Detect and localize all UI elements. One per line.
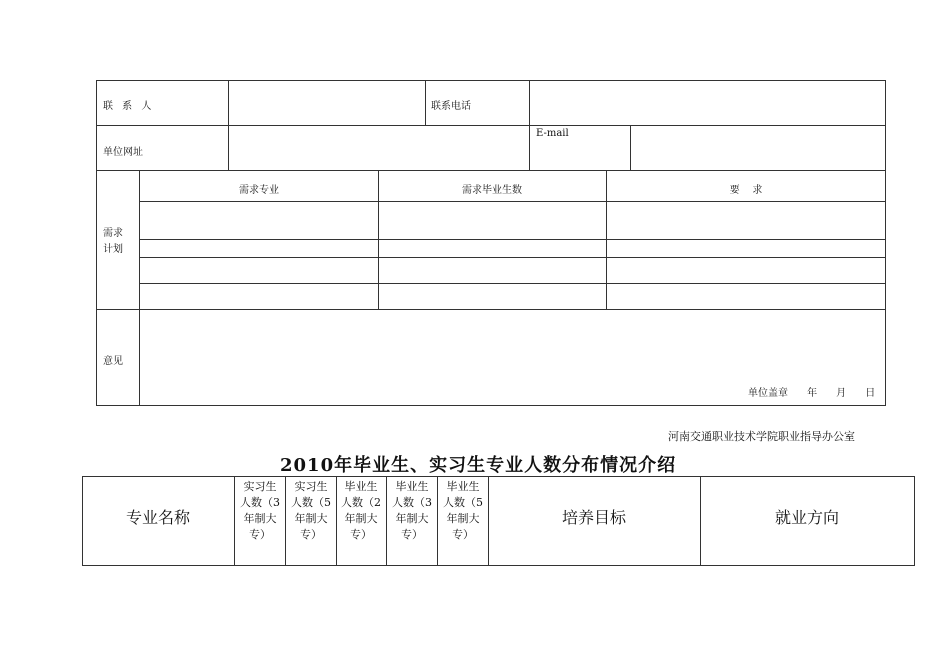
- header-grad-2yr: 毕业生人数（2年制大专）: [341, 480, 381, 541]
- demand-count-header: 需求毕业生数: [462, 185, 522, 196]
- email-field[interactable]: [631, 126, 885, 170]
- header-intern-5yr: 实习生人数（5年制大专）: [291, 480, 331, 541]
- header-intern-3yr: 实习生人数（3年制大专）: [240, 480, 280, 541]
- seal-date-text: 单位盖章 年 月 日: [748, 388, 876, 399]
- contact-field[interactable]: [229, 81, 425, 125]
- email-label: E-mail: [536, 128, 569, 139]
- page-title: 2010年毕业生、实习生专业人数分布情况介绍: [280, 455, 677, 476]
- header-grad-3yr: 毕业生人数（3年制大专）: [392, 480, 432, 541]
- office-name: 河南交通职业技术学院职业指导办公室: [668, 430, 855, 443]
- website-field[interactable]: [229, 126, 529, 170]
- header-grad-5yr: 毕业生人数（5年制大专）: [443, 480, 483, 541]
- website-label: 单位网址: [103, 147, 143, 158]
- demand-plan-label: 需求 计划: [103, 228, 123, 255]
- header-training-goal: 培养目标: [561, 508, 626, 527]
- phone-field[interactable]: [530, 81, 885, 125]
- contact-label: 联 系 人: [103, 101, 152, 112]
- header-employment-direction: 就业方向: [774, 508, 839, 527]
- requirement-header: 要 求: [729, 185, 763, 196]
- phone-label: 联系电话: [431, 101, 471, 112]
- header-major-name: 专业名称: [125, 508, 190, 527]
- opinion-label: 意见: [103, 356, 123, 367]
- demand-major-header: 需求专业: [239, 185, 279, 196]
